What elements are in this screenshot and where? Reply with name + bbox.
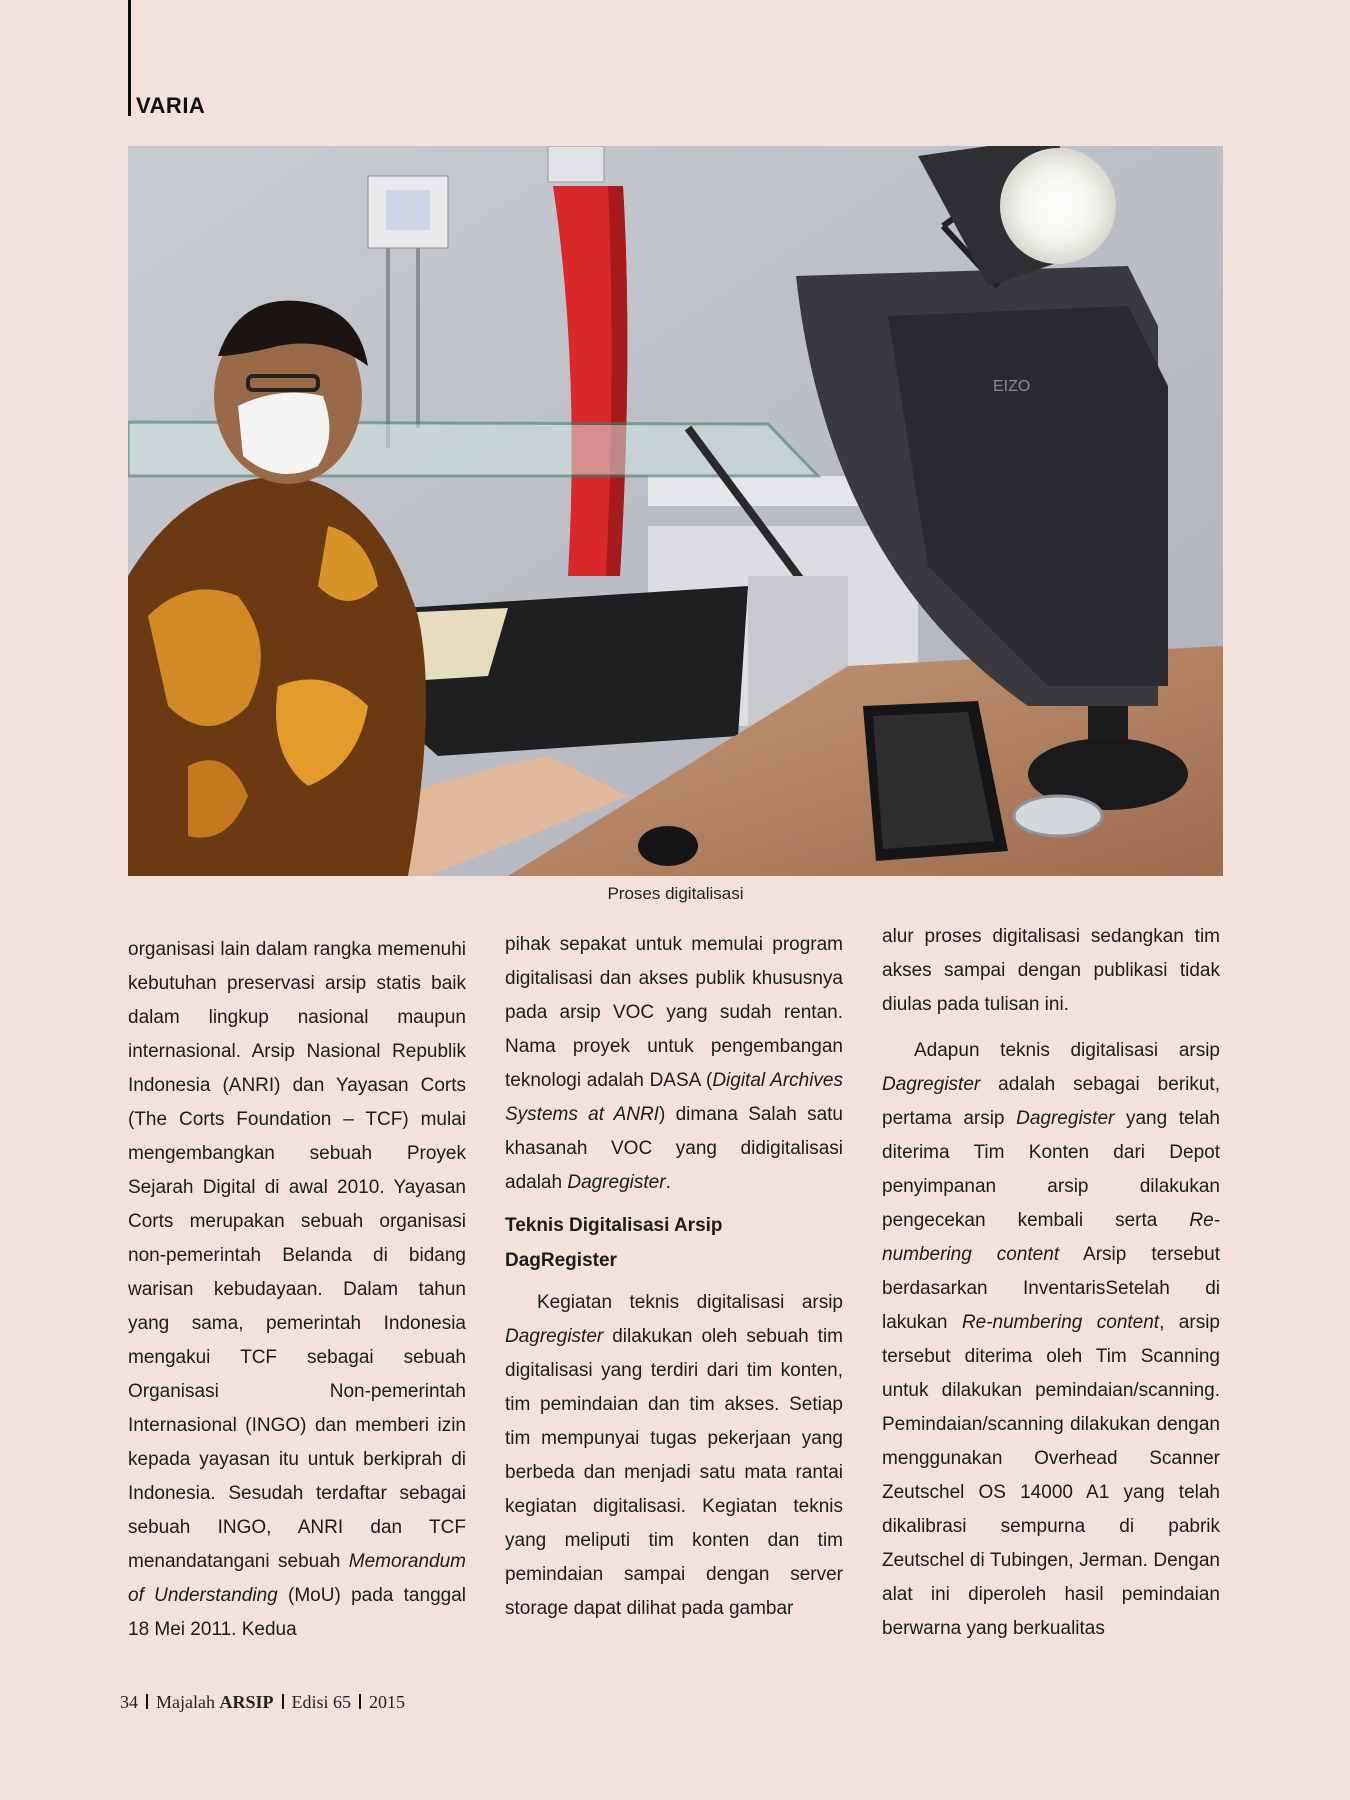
- magazine-prefix: Majalah: [156, 1692, 220, 1712]
- edition: Edisi 65: [291, 1692, 352, 1712]
- section-label: VARIA: [136, 93, 206, 118]
- section-marker-bar: [128, 0, 131, 116]
- paragraph: organisasi lain dalam rangka memenuhi kebutuhan preservasi arsip statis baik dalam lingkup nasional maupun internasional. Arsip Nasional Republik Indonesia (ANRI) dan Yayasan Corts (The Corts Foundation – TCF) mulai mengembangkan sebuah Proyek Sejarah Digital di awal 2010. Yayasan Corts merupakan sebuah organisasi non-pemerintah Belanda di bidang warisan kebudayaan. Dalam tahun yang sama, pemerintah Indonesia mengakui TCF sebagai sebuah Organisasi Non-pemerintah Internasional (INGO) dan memberi izin kepada yayasan itu untuk berkiprah di Indonesia. Sesudah terdaftar sebagai sebuah INGO, ANRI dan TCF menandatangani sebuah Memorandum of Understanding (MoU) pada tanggal 18 Mei 2011. Kedua: [128, 939, 466, 1640]
- paragraph: pihak sepakat untuk memulai program digitalisasi dan akses publik khususnya pada arsip VOC yang sudah rentan. Nama proyek untuk pengembangan teknologi adalah DASA (Digital Archives Systems at ANRI) dimana Salah satu khasanah VOC yang didigitalisasi adalah Dagregister.: [505, 934, 844, 1193]
- footer-divider: [359, 1694, 361, 1709]
- paragraph: alur proses digitalisasi sedangkan tim akses sampai dengan publikasi tidak diulas pada tulisan ini.: [882, 926, 1220, 1015]
- subheading: Teknis Digitalisasi Arsip DagRegister: [505, 1215, 723, 1271]
- text-column-3: [882, 920, 1220, 1646]
- page-footer: [120, 1692, 405, 1713]
- magazine-name: ARSIP: [219, 1692, 274, 1712]
- mouse: [638, 826, 698, 866]
- page-number: 34: [120, 1692, 138, 1712]
- paragraph: Adapun teknis digitalisasi arsip Dagregister adalah sebagai berikut, pertama arsip Dagregister yang telah diterima Tim Konten dari Depot penyimpanan arsip dilakukan pengecekan kembali serta Re-numbering content Arsip tersebut berdasarkan InventarisSetelah di lakukan Re-numbering content, arsip tersebut diterima oleh Tim Scanning untuk dilakukan pemindaian/scanning. Pemindaian/scanning dilakukan dengan menggunakan Overhead Scanner Zeutschel OS 14000 A1 yang telah dikalibrasi sempurna di pabrik Zeutschel di Tubingen, Jerman. Dengan alat ini diperoleh hasil pemindaian berwarna yang berkualitas: [882, 1040, 1220, 1639]
- text-column-2: [505, 928, 843, 1626]
- tape-roll: [1014, 796, 1102, 836]
- face-mask: [238, 393, 329, 474]
- year: 2015: [369, 1692, 406, 1712]
- monitor-brand-label: EIZO: [993, 378, 1031, 395]
- footer-divider: [282, 1694, 284, 1709]
- photo-caption: Proses digitalisasi: [607, 884, 744, 903]
- digitization-photo: [128, 146, 1223, 876]
- lamp-light: [1000, 148, 1116, 264]
- footer-divider: [146, 1694, 148, 1709]
- paragraph: Kegiatan teknis digitalisasi arsip Dagregister dilakukan oleh sebuah tim digitalisasi yang terdiri dari tim konten, tim pemindaian dan tim akses. Setiap tim mempunyai tugas pekerjaan yang berbeda dan menjadi satu mata rantai kegiatan digitalisasi. Kegiatan teknis yang meliputi tim konten dan tim pemindaian sampai dengan server storage dapat dilihat pada gambar: [505, 1292, 843, 1619]
- text-column-1: [128, 933, 466, 1647]
